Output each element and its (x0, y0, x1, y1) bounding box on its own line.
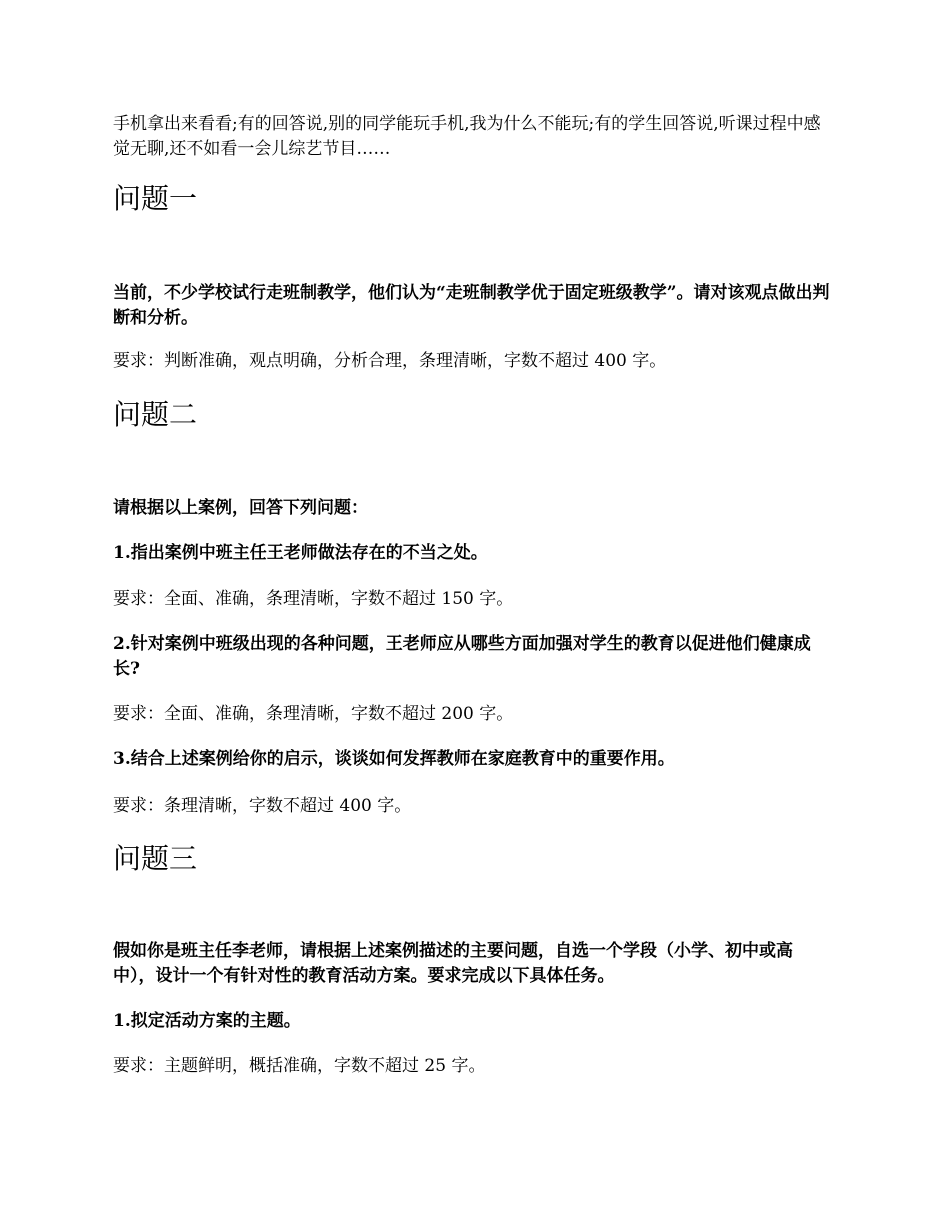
question-1-prompt: 当前，不少学校试行走班制教学，他们认为“走班制教学优于固定班级教学”。请对该观点做出判断和分析。 (113, 283, 830, 328)
question-2-item-1: 1.指出案例中班主任王老师做法存在的不当之处。 (113, 543, 488, 563)
question-3-heading: 问题三 (113, 842, 198, 875)
question-2-item-2-requirement: 要求：全面、准确，条理清晰，字数不超过 200 字。 (113, 704, 514, 724)
question-1-heading: 问题一 (113, 182, 198, 215)
question-2-intro: 请根据以上案例，回答下列问题： (113, 498, 368, 518)
question-2-item-3: 3.结合上述案例给你的启示，谈谈如何发挥教师在家庭教育中的重要作用。 (113, 749, 675, 769)
question-2-item-1-requirement: 要求：全面、准确，条理清晰，字数不超过 150 字。 (113, 589, 514, 609)
question-3-item-1-requirement: 要求：主题鲜明，概括准确，字数不超过 25 字。 (113, 1056, 486, 1076)
question-1-requirement: 要求：判断准确，观点明确，分析合理，条理清晰，字数不超过 400 字。 (113, 351, 667, 371)
intro-paragraph: 手机拿出来看看;有的回答说,别的同学能玩手机,我为什么不能玩;有的学生回答说,听课过程中感觉无聊,还不如看一会儿综艺节目…… (113, 114, 821, 159)
question-2-item-3-requirement: 要求：条理清晰，字数不超过 400 字。 (113, 796, 412, 816)
question-2-heading: 问题二 (113, 398, 198, 431)
question-3-prompt: 假如你是班主任李老师，请根据上述案例描述的主要问题，自选一个学段（小学、初中或高中），设计一个有针对性的教育活动方案。要求完成以下具体任务。 (113, 941, 793, 986)
question-3-item-1: 1.拟定活动方案的主题。 (113, 1011, 301, 1031)
question-2-item-2: 2.针对案例中班级出现的各种问题，王老师应从哪些方面加强对学生的教育以促进他们健康成长? (113, 634, 811, 679)
